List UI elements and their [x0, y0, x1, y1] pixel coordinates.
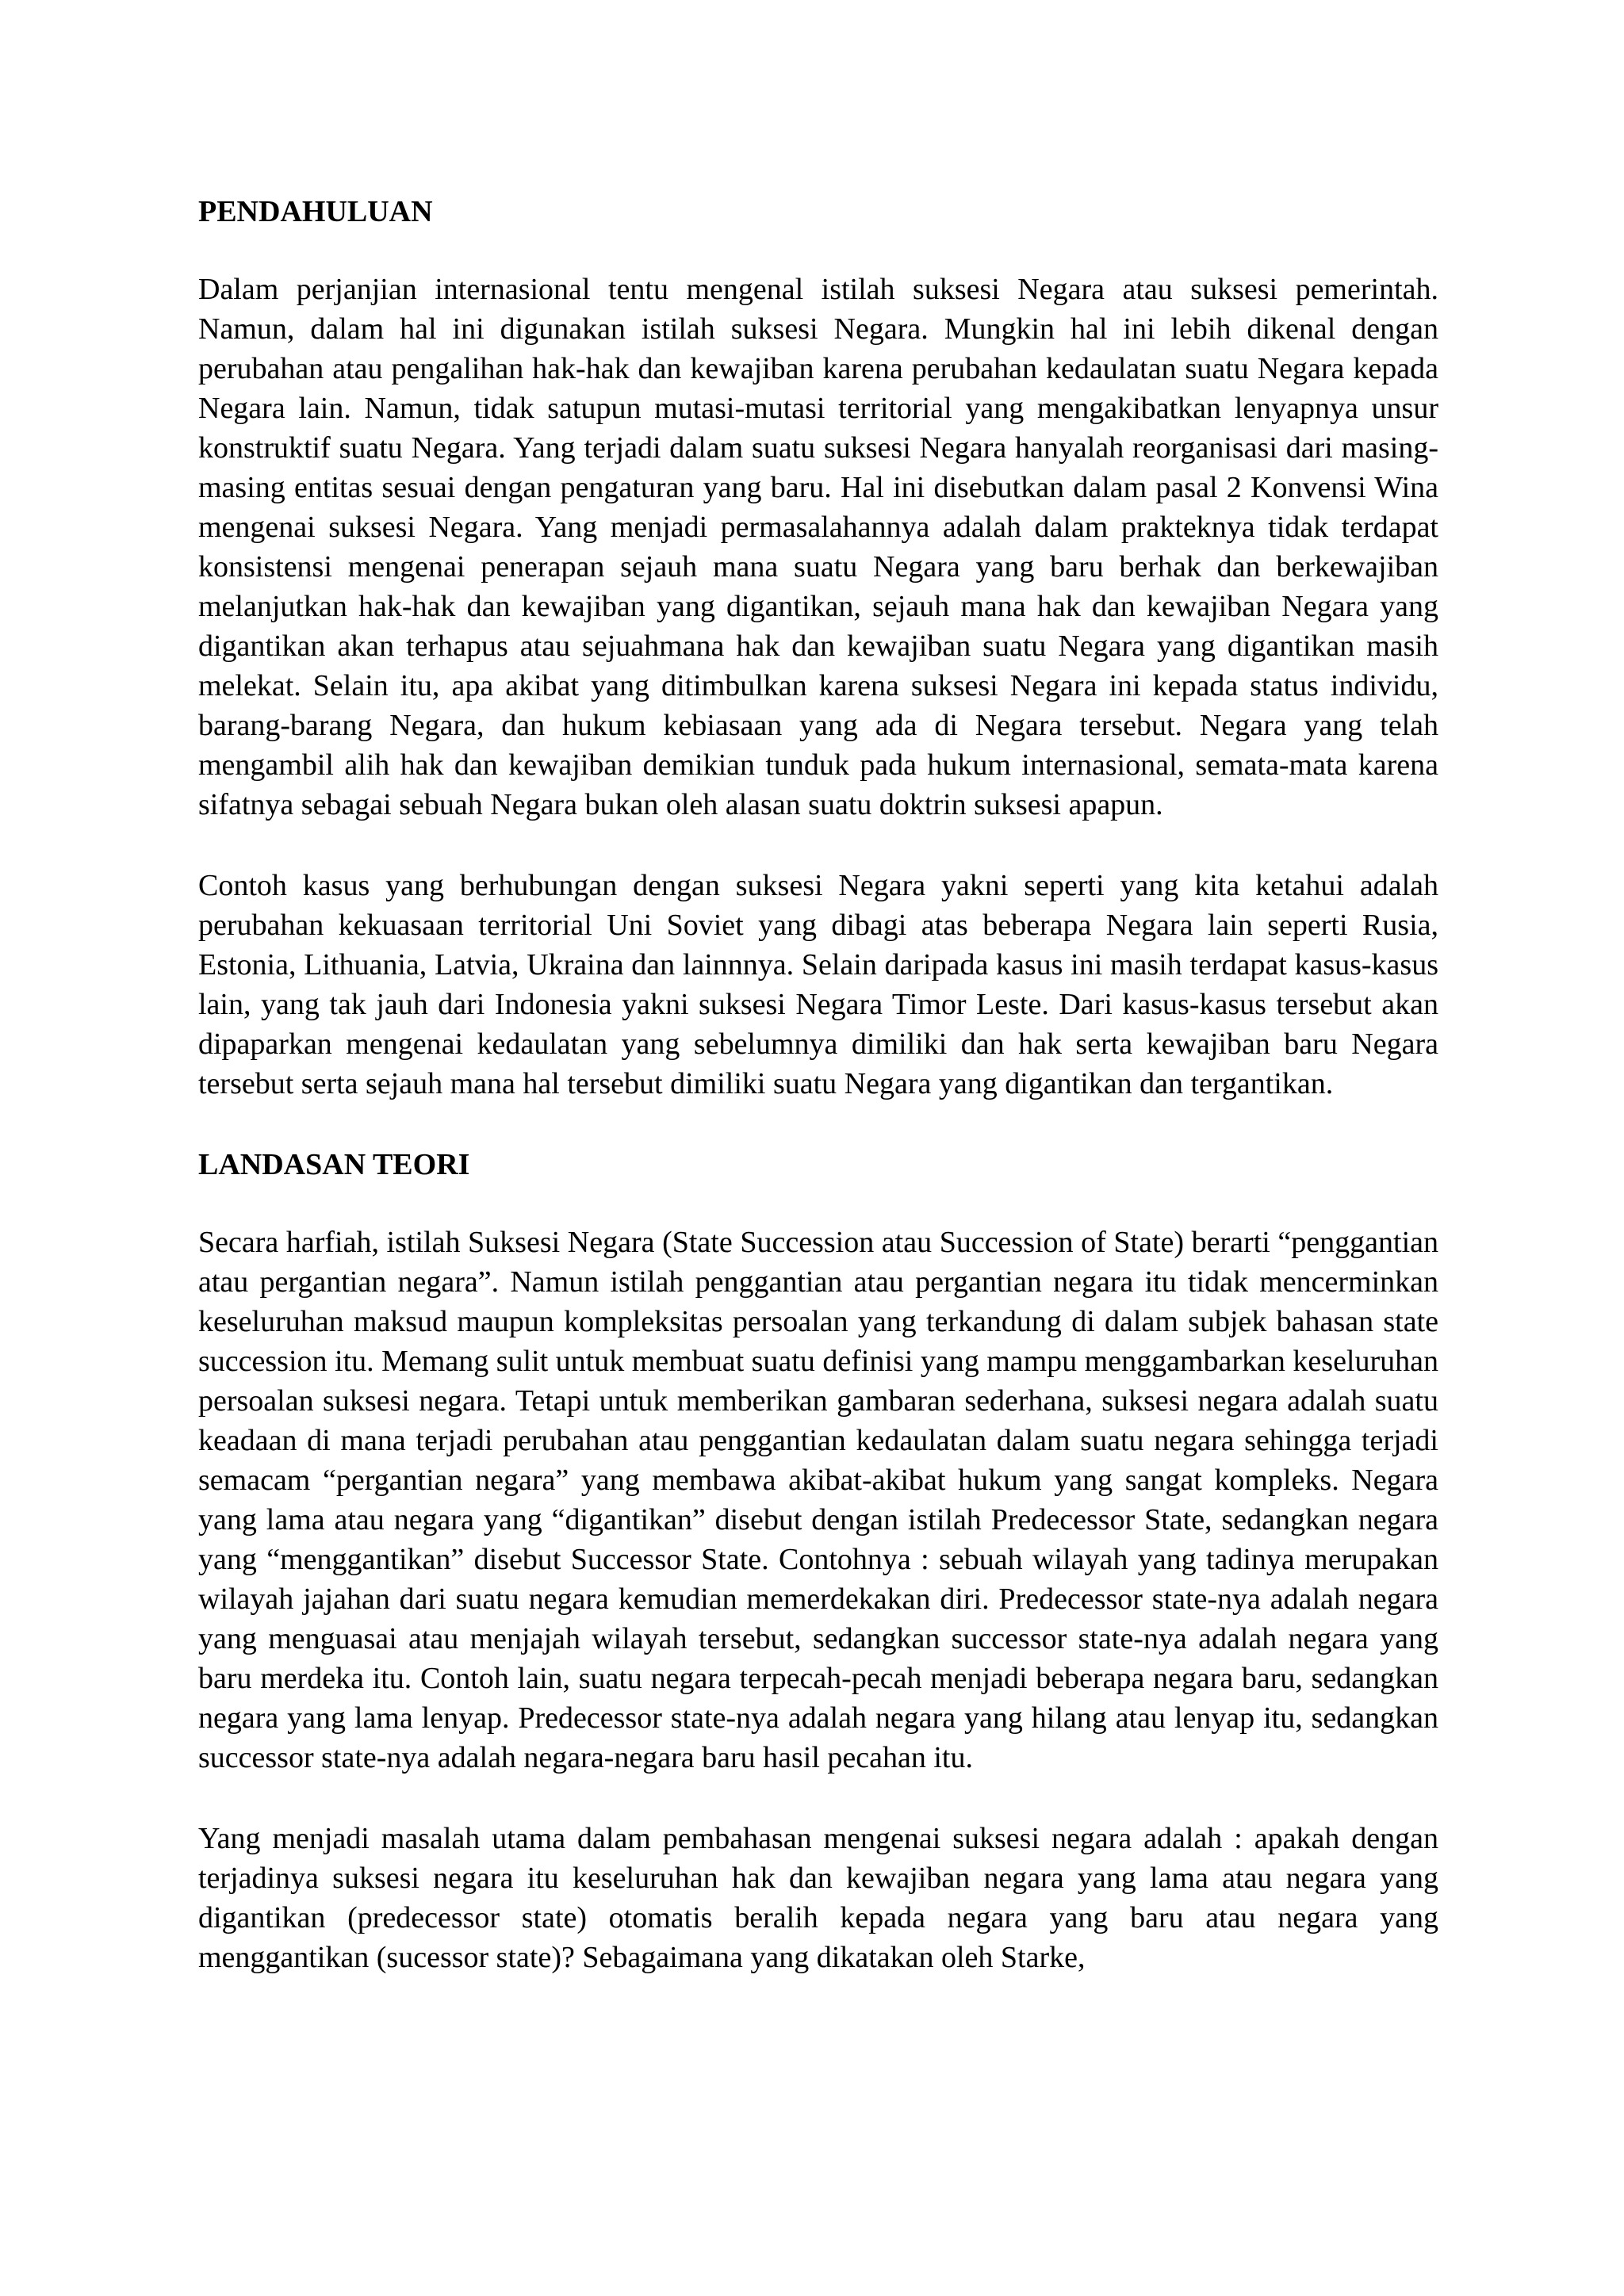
paragraph-pendahuluan-1: Dalam perjanjian internasional tentu mengenal istilah suksesi Negara atau suksesi pemerintah. Namun, dalam hal ini digunakan istilah suksesi Negara. Mungkin hal ini lebih dikenal dengan perubahan atau pengalihan hak-hak dan kewajiban karena perubahan kedaulatan suatu Negara kepada Negara lain. Namun, tidak satupun mutasi-mutasi territorial yang mengakibatkan lenyapnya unsur konstruktif suatu Negara. Yang terjadi dalam suatu suksesi Negara hanyalah reorganisasi dari masing-masing entitas sesuai dengan pengaturan yang baru. Hal ini disebutkan dalam pasal 2 Konvensi Wina mengenai suksesi Negara. Yang menjadi permasalahannya adalah dalam prakteknya tidak terdapat konsistensi mengenai penerapan sejauh mana suatu Negara yang baru berhak dan berkewajiban melanjutkan hak-hak dan kewajiban yang digantikan, sejauh mana hak dan kewajiban Negara yang digantikan akan terhapus atau sejuahmana hak dan kewajiban suatu Negara yang digantikan masih melekat. Selain itu, apa akibat yang ditimbulkan karena suksesi Negara ini kepada status individu, barang-barang Negara, dan hukum kebiasaan yang ada di Negara tersebut. Negara yang telah mengambil alih hak dan kewajiban demikian tunduk pada hukum internasional, semata-mata karena sifatnya sebagai sebuah Negara bukan oleh alasan suatu doktrin suksesi apapun.	[198, 273, 1438, 821]
spacer	[198, 1184, 1438, 1223]
section-heading-pendahuluan: PENDAHULUAN	[198, 195, 433, 228]
spacer	[198, 232, 1438, 270]
spacer	[198, 1104, 1438, 1145]
document-page	[198, 192, 1438, 1977]
section-heading-landasan-teori: LANDASAN TEORI	[198, 1148, 470, 1181]
paragraph-landasan-teori-2: Yang menjadi masalah utama dalam pembahasan mengenai suksesi negara adalah : apakah dengan terjadinya suksesi negara itu keseluruhan hak dan kewajiban negara yang lama atau negara yang digantikan (predecessor state) otomatis beralih kepada negara yang baru atau negara yang menggantikan (sucessor state)? Sebagaimana yang dikatakan oleh Starke,	[198, 1822, 1438, 1974]
spacer	[198, 825, 1438, 866]
spacer	[198, 1777, 1438, 1819]
paragraph-landasan-teori-1: Secara harfiah, istilah Suksesi Negara (State Succession atau Succession of State) berarti “penggantian atau pergantian negara”. Namun istilah penggantian atau pergantian negara itu tidak mencerminkan keseluruhan maksud maupun kompleksitas persoalan yang terkandung di dalam subjek bahasan state succession itu. Memang sulit untuk membuat suatu definisi yang mampu menggambarkan keseluruhan persoalan suksesi negara. Tetapi untuk memberikan gambaran sederhana, suksesi negara adalah suatu keadaan di mana terjadi perubahan atau penggantian kedaulatan dalam suatu negara sehingga terjadi semacam “pergantian negara” yang membawa akibat-akibat hukum yang sangat kompleks. Negara yang lama atau negara yang “digantikan” disebut dengan istilah Predecessor State, sedangkan negara yang “menggantikan” disebut Successor State. Contohnya : sebuah wilayah yang tadinya merupakan wilayah jajahan dari suatu negara kemudian memerdekakan diri. Predecessor state-nya adalah negara yang menguasai atau menjajah wilayah tersebut, sedangkan successor state-nya adalah negara yang baru merdeka itu. Contoh lain, suatu negara terpecah-pecah menjadi beberapa negara baru, sedangkan negara yang lama lenyap. Predecessor state-nya adalah negara yang hilang atau lenyap itu, sedangkan successor state-nya adalah negara-negara baru hasil pecahan itu.	[198, 1226, 1439, 1774]
paragraph-pendahuluan-2: Contoh kasus yang berhubungan dengan suksesi Negara yakni seperti yang kita ketahui adalah perubahan kekuasaan territorial Uni Soviet yang dibagi atas beberapa Negara lain seperti Rusia, Estonia, Lithuania, Latvia, Ukraina dan lainnnya. Selain daripada kasus ini masih terdapat kasus-kasus lain, yang tak jauh dari Indonesia yakni suksesi Negara Timor Leste. Dari kasus-kasus tersebut akan dipaparkan mengenai kedaulatan yang sebelumnya dimiliki dan hak serta kewajiban baru Negara tersebut serta sejauh mana hal tersebut dimiliki suatu Negara yang digantikan dan tergantikan.	[198, 869, 1438, 1100]
